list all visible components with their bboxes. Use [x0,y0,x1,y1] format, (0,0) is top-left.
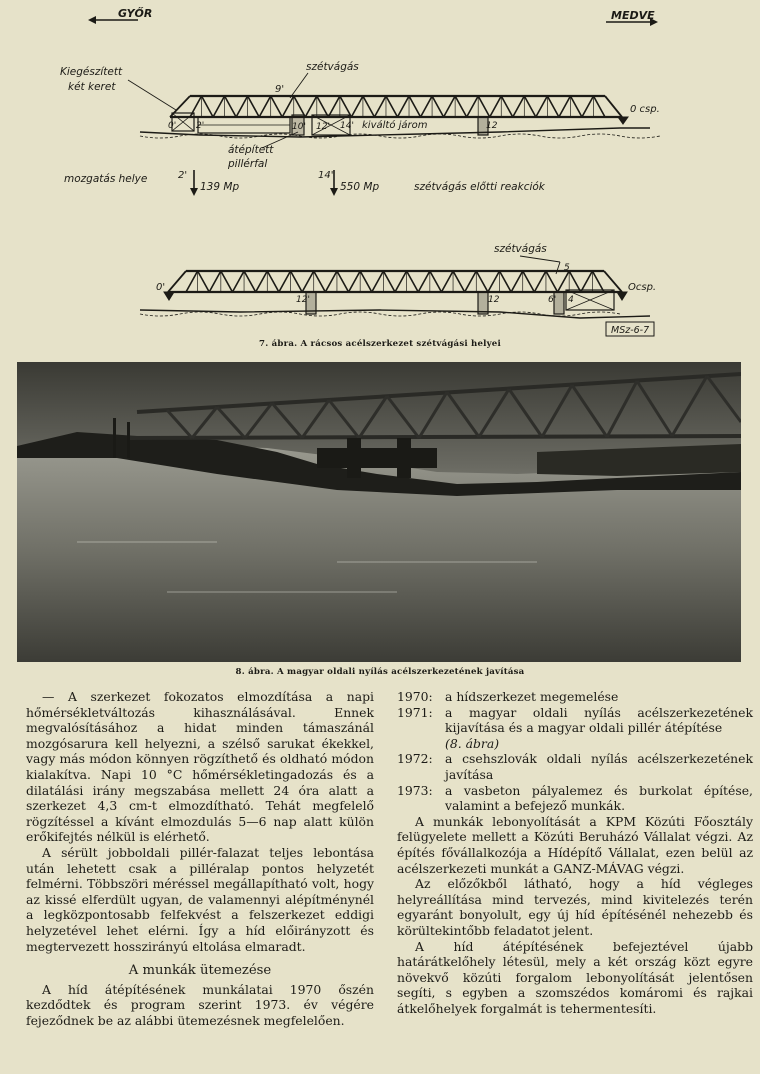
right-column [397,689,753,1016]
truss-diagonal [534,271,546,292]
truss-diagonal [202,96,214,117]
truss-diagonal [513,96,525,117]
truss-diagonal [302,271,314,292]
left-column [26,689,374,1028]
right-paragraph-1: A munkák lebonyolítását a KPM Közúti Főosztály felügyelete mellett a Közúti Beruházó Vállalat végzi. Az építés fővállalkozója a Hídépítő Vállalat, ezen belül az acélszerkezeti munkát a GANZ-MÁVAG végzi. [397,813,753,876]
truss-diagonal [225,96,237,117]
truss-diagonal [465,271,477,292]
truss-diagonal [409,96,421,117]
schedule-year: 1970: [397,689,433,704]
force-2-value: 550 Mp [340,181,380,193]
truss-diagonal [558,271,570,292]
truss-diagonal [267,271,279,292]
direction-medve: MEDVE [611,9,655,22]
truss-diagonal [467,96,479,117]
schedule-year: 1972: [397,751,433,767]
schedule-text: a csehszlovák oldali nyílás acélszerkezetének javítása [445,751,753,782]
truss-diagonal [488,271,500,292]
label-kivalto-jarom: kiváltó járom [362,120,428,131]
left-paragraph-2: A sérült jobboldali pillér-falazat teljes lebontása után lehetett csak a pilléralap pontos helyzetét felmérni. Többszöri méréssel megállapítható volt, hogy az kissé elferdült ugyan, de valamennyi alépítménynél a legközpontosabb felfekvést a felszerkezet eddigi helyzetével lehet elérni. Így a híd előirányzott és megtervezett hosszirányú eltolása elmaradt. [26,844,374,954]
direction-gyor: GYŐR [118,7,153,20]
truss-diagonal [232,271,244,292]
truss-diagonal [317,96,329,117]
label-atepitett: átépített [228,144,274,156]
label-kiegeszitett: Kiegészített [60,66,123,78]
truss-diagonal [441,271,453,292]
label-0csp: 0 csp. [630,104,660,115]
truss-diagonal [395,271,407,292]
schedule-item [397,783,753,814]
truss-diagonal [569,271,581,292]
truss-diagonal [209,271,221,292]
truss-diagonal [592,271,604,292]
schedule-text: a hídszerkezet megemelése [445,689,619,704]
truss-diagonal [360,271,372,292]
right-paragraph-2: Az előzőkből látható, hogy a híd végleges helyreállítása mind tervezés, mind kivitelezés terén egyaránt bonyolult, egy új híd építésénél nehezebb és körültekintőbb feladatot jelent. [397,876,753,938]
label-12b: 12 [486,121,498,131]
label-2: 2' [196,121,205,131]
force-1-value: 139 Mp [200,181,240,193]
label-14: 14' [340,121,354,131]
truss-diagonal [547,96,559,117]
truss-diagonal [340,96,352,117]
truss-diagonal [351,96,363,117]
truss-diagonal [271,96,283,117]
truss-diagonal [500,271,512,292]
label-ket-keret: két keret [68,81,116,93]
truss-diagonal [236,96,248,117]
truss-diagonal [386,96,398,117]
truss-diagonal [490,96,502,117]
truss-diagonal [305,96,317,117]
schedule-year: 1971: [397,704,433,720]
truss-diagonal [407,271,419,292]
right-paragraph-3: A híd átépítésének befejeztével újabb határátkelőhely létesül, mely a két ország közt egyre növekvő közúti forgalom lebonyolítását jelentősen segíti, s egyben a szomszédos komáromi és rajkai átkelőhelyek forgalmát is tehermentesíti. [397,938,753,1016]
truss-diagonal [325,271,337,292]
stamp-mark: MSz-6-7 [611,325,650,336]
truss-diagonal [337,271,349,292]
truss-diagonal [453,271,465,292]
truss-diagonal [444,96,456,117]
truss-diagonal [198,271,210,292]
schedule-text: a magyar oldali nyílás acélszerkezetének kijavítása és a magyar oldali pillér átépítése [445,704,753,736]
label-12d: 12 [488,295,500,305]
truss-upper [140,96,660,138]
force-1-label: 2' [178,170,188,181]
truss-diagonal [279,271,291,292]
label-reakciok: szétvágás előtti reakciók [414,181,545,193]
truss-diagonal [570,96,582,117]
schedule-text-block [445,705,753,752]
truss-diagonal [593,96,605,117]
truss-diagonal [363,96,375,117]
label-10: 10' [292,122,306,132]
truss-diagonal [421,96,433,117]
truss-diagonal [559,96,571,117]
truss-diagonal [432,96,444,117]
label-0b: 0' [156,282,166,293]
force-2-label: 14' [318,170,334,181]
label-5: 5 [564,263,570,273]
truss-diagonal [328,96,340,117]
schedule-item [397,751,753,782]
truss-diagonal [383,271,395,292]
label-mozgatas-helye: mozgatás helye [64,173,148,185]
truss-diagonal [546,271,558,292]
truss-diagonal [581,271,593,292]
truss-diagonal [478,96,490,117]
schedule-note: (8. ábra) [445,735,500,751]
label-0: 0' [168,121,177,131]
label-6: 6' [548,295,557,305]
truss-diagonal [248,96,260,117]
truss-diagonal [374,96,386,117]
truss-diagonal [190,96,202,117]
truss-diagonal [398,96,410,117]
truss-diagonal [511,271,523,292]
truss-diagonal [582,96,594,117]
truss-diagonal [455,96,467,117]
bridge-photo [17,362,741,662]
schedule-text: a vasbeton pályalemez és burkolat építése, valamint a befejező munkák. [445,782,753,814]
truss-diagonal [523,271,535,292]
left-paragraph-3: A híd átépítésének munkálatai 1970 őszén kezdődtek és program szerint 1973. év végére fejeződnek be az alábbi ütemezésnek megfelelően. [26,981,374,1028]
truss-diagonal [372,271,384,292]
truss-diagonal [186,271,198,292]
truss-diagonal [259,96,271,117]
schedule-item [397,705,753,752]
label-12c: 12' [296,295,310,305]
section-heading: A munkák ütemezése [128,963,272,979]
truss-diagonal [291,271,303,292]
label-pillerfal: pillérfal [228,158,268,170]
label-szetvagas-2: szétvágás [494,243,547,255]
left-paragraph-1: — A szerkezet fokozatos elmozdítása a napi hőmérsékletváltozás kihasználásával. Ennek megvalósításához a hidat minden támaszánál mozgósarura kell helyezni, a szélső sarukat ékekkel, vagy más módon könnyen rögzíthető és oldható módon kialakítva. Napi 10 °C hőmérsékletingadozás és a dilatálási irány megszabása mellett 24 óra alatt a szerkezet 4,3 cm-t elmozdítható. Tehát megfelelő rögzítéssel a kívánt elmozdulás 5—6 nap alatt külön erőkifejtés nélkül is elérhető. [26,689,374,845]
truss-diagonal [244,271,256,292]
schedule-item [397,689,753,705]
truss-diagonal [294,96,306,117]
truss-diagonal [524,96,536,117]
truss-diagonal [282,96,294,117]
truss-diagonal [314,271,326,292]
figure-7-caption: 7. ábra. A rácsos acélszerkezet szétvágási helyei [259,339,501,349]
truss-diagonal [476,271,488,292]
label-4: 4 [568,295,574,305]
truss-diagonal [349,271,361,292]
label-9: 9' [275,84,285,95]
truss-diagonal [501,96,513,117]
truss-diagonal [536,96,548,117]
schedule-year: 1973: [397,782,433,798]
label-12: 12' [316,122,330,132]
figure-8-caption: 8. ábra. A magyar oldali nyílás acélszerkezetének javítása [235,667,525,677]
truss-diagonal [256,271,268,292]
label-0csp-2: Ocsp. [628,282,657,293]
truss-diagonal [430,271,442,292]
truss-diagonal [418,271,430,292]
truss-diagonal [221,271,233,292]
label-szetvagas: szétvágás [306,61,359,73]
truss-diagram [0,0,760,350]
truss-diagonal [213,96,225,117]
